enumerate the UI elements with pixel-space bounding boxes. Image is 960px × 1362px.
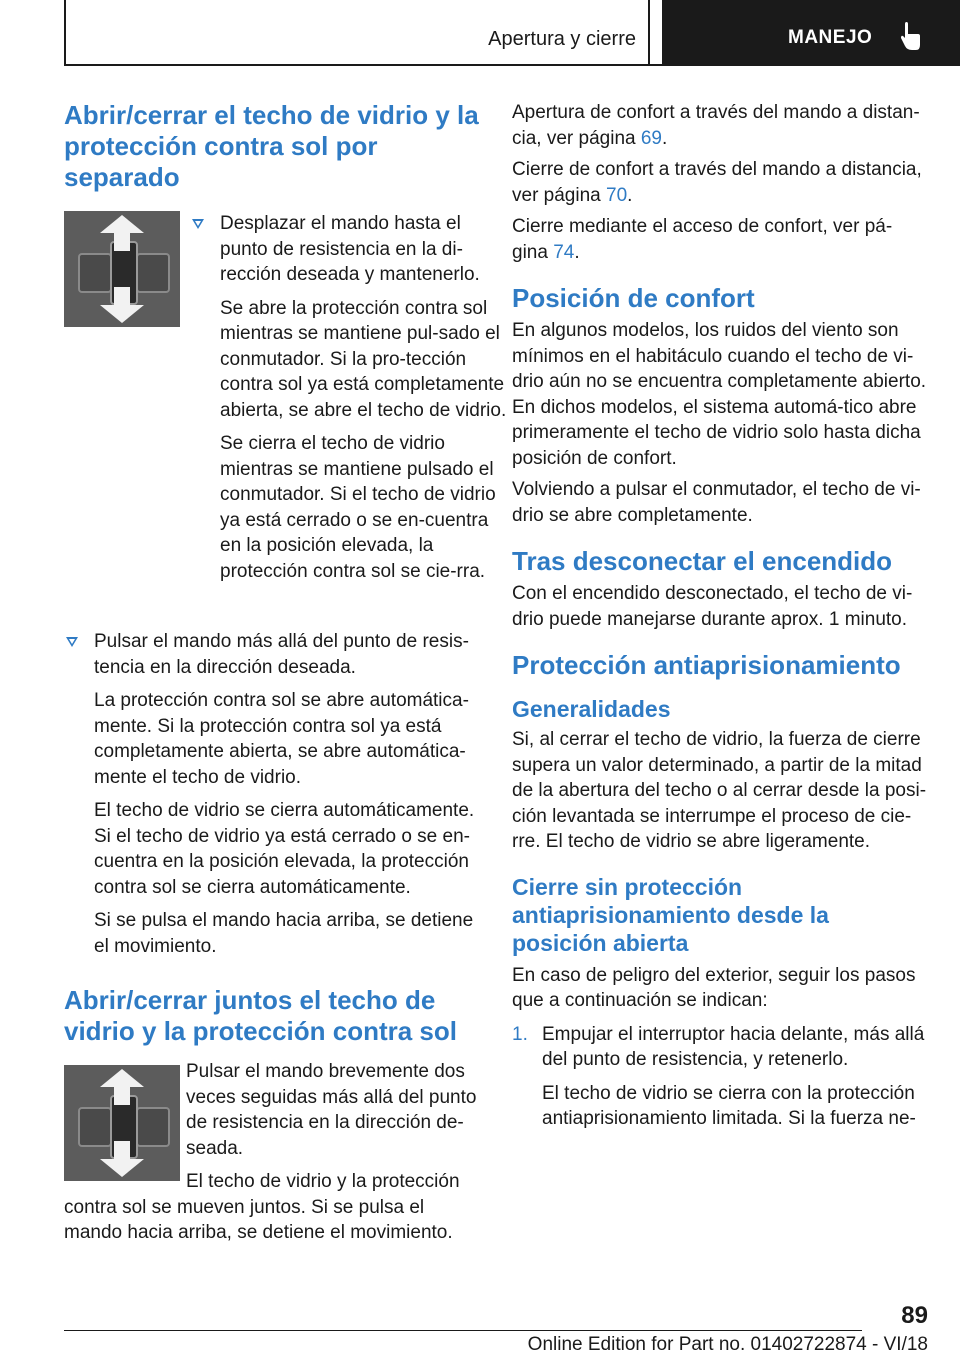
together-text: [186, 1059, 480, 1195]
switch-pad-right: [136, 253, 170, 293]
header-chapter-label: MANEJO: [788, 27, 873, 48]
page-link-74[interactable]: 74: [553, 241, 575, 263]
arrow-up-stem: [114, 1087, 130, 1105]
roof-switch-image: [64, 211, 180, 327]
switch-pad-right: [136, 1107, 170, 1147]
subheading-close-without-protection: Cierre sin protección antiaprisionamiento desde la posición abierta: [512, 873, 829, 956]
text: Cierre de confort a través del mando a distancia, ver página: [512, 159, 922, 206]
header-chapter-tab: [662, 0, 960, 64]
text: Cierre mediante el acceso de confort, ver pá-gina: [512, 216, 893, 263]
left-column: [64, 100, 507, 1246]
footer-rule: [64, 1330, 862, 1331]
paragraph: Pulsar el mando brevemente dos veces seguidas más allá del punto de resistencia en la dirección de-seada.: [186, 1061, 477, 1159]
paragraph: Volviendo a pulsar el conmutador, el techo de vi-drio se abre completamente.: [512, 479, 921, 526]
bullet-item: [190, 211, 510, 584]
page-link-70[interactable]: 70: [606, 184, 628, 206]
paragraph: El techo de vidrio se cierra automáticamente. Si el techo de vidrio ya está cerrado o se en-cuentra en la posición elevada, la protección contra sol se cierra automáticamente.: [94, 800, 475, 898]
paragraph: Se cierra el techo de vidrio mientras se mantiene pulsado el conmutador. Si el techo de vidrio ya está cerrado o se en-cuentra en la posición elevada, la protección contra sol se cie-rra.: [220, 433, 496, 582]
paragraph: [512, 214, 928, 265]
separate-block: [64, 211, 507, 621]
switch-pad-left: [78, 1107, 112, 1147]
subheading-general: Generalidades: [512, 696, 671, 722]
heading-comfort-position: Posición de confort: [512, 283, 755, 313]
text: .: [574, 241, 580, 263]
bullet-triangle-icon: [66, 637, 78, 647]
header-rule: [64, 64, 960, 66]
heading-pinch-protection: Protección antiaprisionamiento: [512, 650, 901, 680]
paragraph: Con el encendido desconectado, el techo de vi-drio puede manejarse durante aprox. 1 minuto.: [512, 583, 913, 630]
paragraph: Si, al cerrar el techo de vidrio, la fuerza de cierre supera un valor determinado, a partir de la mitad de la abertura del techo o al cerrar desde la posi-ción levantada se interrumpe el proceso de cie-rre. El techo de vidrio se abre ligeramente.: [512, 729, 927, 852]
paragraph: En algunos modelos, los ruidos del viento son mínimos en el habitáculo cuando el techo de vi-drio aún no se encuentra completamente abierto. En dichos modelos, el sistema automá-tico abre primeramente el techo de vidrio solo hasta dicha posición de confort.: [512, 320, 927, 469]
arrow-up-icon: [100, 1069, 144, 1087]
paragraph: Desplazar el mando hasta el punto de resistencia en la di-rección deseada y mantenerlo.: [220, 213, 480, 285]
step-number: 1.: [512, 1023, 528, 1045]
paragraph: Se abre la protección contra sol mientras se mantiene pul-sado el conmutador. Si la pro-tección contra sol ya está completamente abierta, se abre el techo de vidrio.: [220, 297, 507, 421]
hand-pointing-icon: [900, 22, 922, 52]
header-divider-mid: [648, 0, 650, 66]
arrow-up-icon: [100, 215, 144, 233]
text: Apertura de confort a través del mando a distan-cia, ver página: [512, 102, 920, 149]
paragraph: [512, 157, 928, 208]
bullet-item: [64, 629, 480, 959]
arrow-down-stem: [114, 287, 130, 305]
paragraph: [512, 100, 928, 151]
paragraph: La protección contra sol se abre automática-mente. Si la protección contra sol ya está completamente abierta, se abre automática-mente el techo de vidrio.: [94, 690, 469, 788]
arrow-down-stem: [114, 1141, 130, 1159]
paragraph: El techo de vidrio se cierra con la protección antiaprisionamiento limitada. Si la fuerza ne-: [542, 1082, 916, 1129]
heading-together: Abrir/cerrar juntos el techo de vidrio y la protección contra sol: [64, 985, 457, 1046]
paragraph: Si se pulsa el mando hacia arriba, se detiene el movimiento.: [94, 910, 474, 957]
arrow-down-icon: [100, 1159, 144, 1177]
heading-separate: Abrir/cerrar el techo de vidrio y la protección contra sol por separado: [64, 100, 479, 192]
together-block: [64, 1059, 480, 1246]
arrow-up-stem: [114, 233, 130, 251]
switch-pad-left: [78, 253, 112, 293]
paragraph: En caso de peligro del exterior, seguir los pasos que a continuación se indican:: [512, 964, 916, 1011]
bullet-triangle-icon: [192, 219, 204, 229]
paragraph: El techo de vidrio y la protección: [186, 1171, 460, 1192]
page-number: 89: [901, 1302, 928, 1329]
text: .: [627, 184, 633, 206]
page-link-69[interactable]: 69: [640, 127, 662, 149]
paragraph: contra sol se mueven juntos. Si se pulsa el mando hacia arriba, se detiene el movimiento.: [64, 1196, 453, 1243]
heading-after-ignition-off: Tras desconectar el encendido: [512, 546, 893, 576]
right-column: [512, 100, 928, 1132]
paragraph: Empujar el interruptor hacia delante, más allá del punto de resistencia, y retenerlo.: [542, 1023, 925, 1070]
numbered-step: [512, 1022, 928, 1132]
header-section-title: Apertura y cierre: [488, 28, 636, 50]
footer-edition: Online Edition for Part no. 01402722874 - VI/18: [527, 1334, 928, 1355]
roof-switch-image: [64, 1065, 180, 1181]
text: .: [662, 127, 668, 149]
header-divider-left: [64, 0, 66, 66]
arrow-down-icon: [100, 305, 144, 323]
paragraph: Pulsar el mando más allá del punto de resis-tencia en la dirección deseada.: [94, 631, 469, 678]
